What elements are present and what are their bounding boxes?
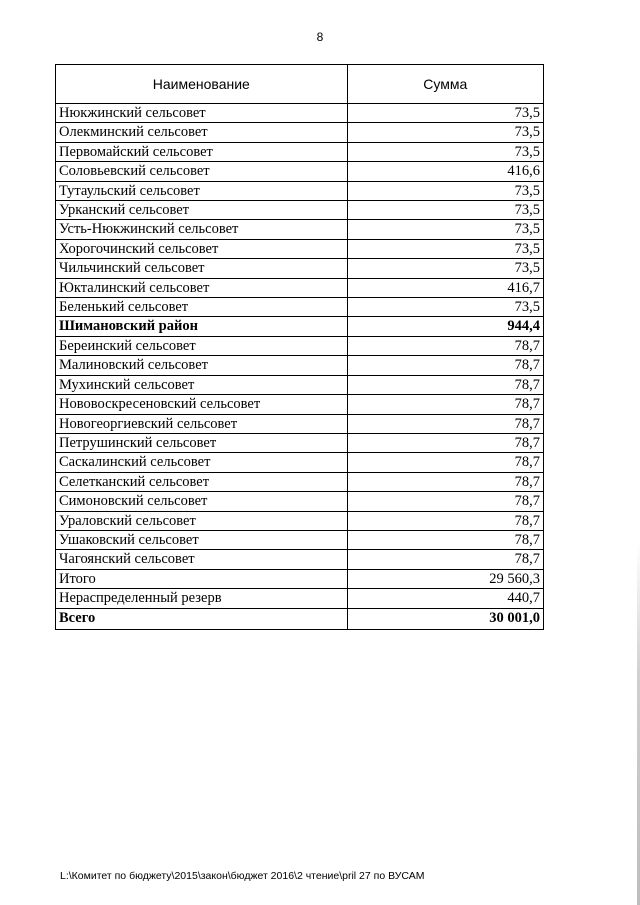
total-sum: 30 001,0 <box>347 608 543 629</box>
table-row <box>56 278 544 297</box>
table-row <box>56 298 544 317</box>
row-sum: 78,7 <box>347 530 543 549</box>
table-row <box>56 375 544 394</box>
file-path-footer: L:\Комитет по бюджету\2015\закон\бюджет 2016\2 чтение\pril 27 по ВУСАМ <box>60 870 425 882</box>
table-row <box>56 550 544 569</box>
table-row <box>56 492 544 511</box>
table-row <box>56 589 544 608</box>
row-sum: 416,7 <box>347 278 543 297</box>
table-row <box>56 530 544 549</box>
row-sum: 440,7 <box>347 589 543 608</box>
row-sum: 73,5 <box>347 220 543 239</box>
table-row <box>56 356 544 375</box>
table-row <box>56 453 544 472</box>
row-sum: 78,7 <box>347 492 543 511</box>
table-row <box>56 220 544 239</box>
row-name: Береинский сельсовет <box>56 336 348 355</box>
total-row <box>56 608 544 629</box>
table-row <box>56 472 544 491</box>
row-name: Селетканский сельсовет <box>56 472 348 491</box>
total-name: Всего <box>56 608 348 629</box>
table-row <box>56 104 544 123</box>
table-body <box>56 104 544 609</box>
row-sum: 73,5 <box>347 181 543 200</box>
table-row <box>56 123 544 142</box>
row-name: Соловьевский сельсовет <box>56 162 348 181</box>
row-sum: 78,7 <box>347 472 543 491</box>
table-row <box>56 259 544 278</box>
row-name: Тутаульский сельсовет <box>56 181 348 200</box>
row-name: Беленький сельсовет <box>56 298 348 317</box>
row-sum: 78,7 <box>347 356 543 375</box>
table-row <box>56 414 544 433</box>
row-sum: 29 560,3 <box>347 569 543 588</box>
row-sum: 73,5 <box>347 239 543 258</box>
row-sum: 73,5 <box>347 142 543 161</box>
table-row <box>56 239 544 258</box>
row-sum: 416,6 <box>347 162 543 181</box>
row-sum: 78,7 <box>347 336 543 355</box>
row-name: Хорогочинский сельсовет <box>56 239 348 258</box>
row-name: Юкталинский сельсовет <box>56 278 348 297</box>
row-name: Симоновский сельсовет <box>56 492 348 511</box>
row-name: Чильчинский сельсовет <box>56 259 348 278</box>
row-name: Петрушинский сельсовет <box>56 433 348 452</box>
header-row <box>56 65 544 104</box>
table-row <box>56 336 544 355</box>
row-name: Нераспределенный резерв <box>56 589 348 608</box>
budget-table <box>55 64 544 630</box>
district-row <box>56 317 544 336</box>
row-name: Ураловский сельсовет <box>56 511 348 530</box>
table-row <box>56 162 544 181</box>
row-name: Нюкжинский сельсовет <box>56 104 348 123</box>
row-name: Новогеоргиевский сельсовет <box>56 414 348 433</box>
header-sum: Сумма <box>347 65 543 104</box>
row-name: Олекминский сельсовет <box>56 123 348 142</box>
table-row <box>56 569 544 588</box>
row-name: Мухинский сельсовет <box>56 375 348 394</box>
row-sum: 78,7 <box>347 550 543 569</box>
row-name: Первомайский сельсовет <box>56 142 348 161</box>
row-name: Малиновский сельсовет <box>56 356 348 375</box>
row-sum: 73,5 <box>347 104 543 123</box>
page-number: 8 <box>316 30 324 44</box>
table-row <box>56 142 544 161</box>
row-sum: 944,4 <box>347 317 543 336</box>
table-total <box>56 608 544 629</box>
row-sum: 73,5 <box>347 123 543 142</box>
row-name: Чагоянский сельсовет <box>56 550 348 569</box>
row-sum: 78,7 <box>347 453 543 472</box>
table-row <box>56 201 544 220</box>
table-header <box>56 65 544 104</box>
row-name: Шимановский район <box>56 317 348 336</box>
table-row <box>56 181 544 200</box>
row-sum: 73,5 <box>347 298 543 317</box>
row-sum: 73,5 <box>347 259 543 278</box>
row-name: Нововоскресеновский сельсовет <box>56 395 348 414</box>
table-row <box>56 395 544 414</box>
row-name: Итого <box>56 569 348 588</box>
table-row <box>56 511 544 530</box>
row-sum: 73,5 <box>347 201 543 220</box>
row-sum: 78,7 <box>347 414 543 433</box>
row-name: Саскалинский сельсовет <box>56 453 348 472</box>
row-sum: 78,7 <box>347 511 543 530</box>
row-name: Урканский сельсовет <box>56 201 348 220</box>
table-row <box>56 433 544 452</box>
header-name: Наименование <box>56 65 348 104</box>
row-name: Усть-Нюкжинский сельсовет <box>56 220 348 239</box>
row-sum: 78,7 <box>347 433 543 452</box>
row-name: Ушаковский сельсовет <box>56 530 348 549</box>
row-sum: 78,7 <box>347 375 543 394</box>
row-sum: 78,7 <box>347 395 543 414</box>
